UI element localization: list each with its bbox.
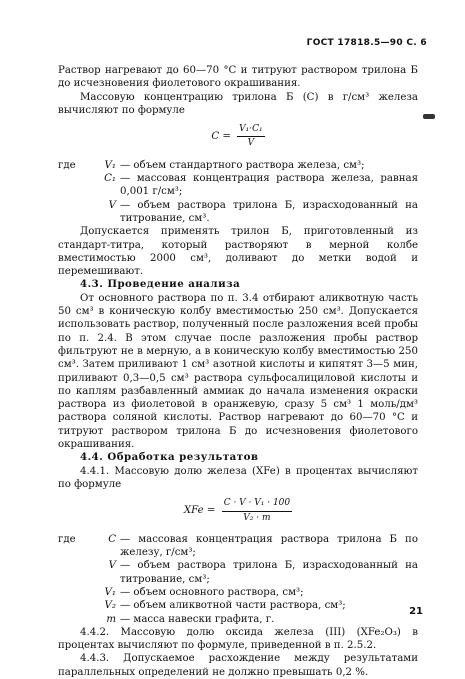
where-text: — масса навески графита, г. (120, 613, 275, 625)
where-item (58, 599, 418, 612)
paragraph-standard-titer: Допускается применять трилон Б, приготовленный из стандарт-титра, который растворяют в мерной колбе вместимостью 2000 см³, доливают до метки водой и перемешивают. (58, 226, 418, 278)
where-text: — массовая концентрация раствора трилона Б по железу, г/см³; (120, 533, 418, 559)
where-prefix (58, 172, 92, 199)
where-symbol: C₁ (104, 173, 116, 185)
paragraph-4-4-1: 4.4.1. Массовую долю железа (XFe) в процентах вычисляют по формуле (58, 465, 418, 490)
where-symbol: m (106, 613, 116, 625)
where-text: — объем раствора трилона Б, израсходованный на титрование, см³; (120, 560, 418, 585)
where-prefix (58, 586, 92, 599)
where-item (58, 159, 418, 172)
paragraph-4-4-2: 4.4.2. Массовую долю оксида железа (III) (XFe₂O₃) в процентах вычисляют по формуле, приведенной в п. 2.5.2. (58, 626, 418, 652)
where-item (58, 586, 418, 599)
where-text: — объем аликвотной части раствора, см³; (120, 600, 346, 612)
paragraph-4-4-3: 4.4.3. Допускаемое расхождение между результатами параллельных определений не должно превышать 0,2 %. (58, 653, 418, 678)
where-prefix (58, 599, 92, 612)
where-list-1 (58, 159, 418, 225)
where-prefix: где (58, 533, 76, 545)
where-prefix (58, 613, 92, 626)
where-item (58, 613, 418, 626)
ink-mark (423, 114, 435, 119)
page-header: ГОСТ 17818.5—90 С. 6 (306, 38, 427, 48)
where-text: — объем стандартного раствора железа, см³; (120, 159, 365, 171)
where-prefix (58, 199, 92, 226)
section-heading-4-3: 4.3. Проведение анализа (80, 278, 241, 291)
paragraph-analysis: От основного раствора по п. 3.4 отбирают аликвотную часть 50 см³ в коническую колбу вместимостью 250 см³. Допускается использовать раствор, полученный после разложения всей пробы по п. 2.4. В этом случае после разложения пробы раствор фильтруют не в мерную, а в коническую колбу вместимостью 250 см³. Затем приливают 1 см³ азотной кислоты и кипятят 3—5 мин, приливают 0,3—0,5 см³ раствора сульфосалициловой кислоты и по каплям разбавленный аммиак до начала изменения окраски раствора из фиолетовой в оранжевую, сразу 5 см³ 1 моль/дм³ раствора соляной кислоты. Раствор нагревают до 60—70 °С и титруют раствором трилона Б до исчезновения фиолетового окрашивания. (58, 292, 418, 451)
where-symbol: V (108, 199, 116, 211)
formula-numerator: C · V · V₁ · 100 (222, 497, 292, 511)
where-text: — массовая концентрация раствора железа, равная 0,001 г/см³; (120, 173, 418, 198)
paragraph-heating: Раствор нагревают до 60—70 °С и титруют раствором трилона Б до исчезновения фиолетового окрашивания. (58, 65, 418, 90)
formula-numerator: V₁·C₁ (237, 123, 264, 137)
where-prefix (58, 559, 92, 586)
where-symbol: C (108, 533, 116, 545)
formula-denominator: V (247, 138, 255, 149)
formula-lhs: C = (211, 131, 231, 143)
where-item (58, 533, 418, 560)
formula-iron-fraction (58, 497, 418, 525)
where-text: — объем основного раствора, см³; (120, 586, 304, 598)
formula-lhs: XFe = (183, 505, 216, 517)
formula-fraction (237, 123, 264, 151)
where-symbol: V₂ (104, 600, 116, 612)
where-item (58, 199, 418, 226)
where-symbol: V₁ (104, 586, 116, 598)
page-body (58, 64, 418, 679)
where-symbol: V (108, 560, 116, 572)
where-text: — объем раствора трилона Б, израсходованный на титрование, см³. (120, 199, 418, 224)
where-item (58, 559, 418, 586)
where-item (58, 172, 418, 199)
page-number: 21 (409, 606, 423, 617)
section-heading-4-4: 4.4. Обработка результатов (80, 451, 259, 464)
where-list-2 (58, 533, 418, 626)
where-symbol: V₁ (104, 159, 116, 171)
formula-fraction (222, 497, 292, 525)
paragraph-concentration: Массовую концентрацию трилона Б (С) в г/см³ железа вычисляют по формуле (58, 91, 418, 116)
formula-concentration (58, 123, 418, 151)
where-prefix: где (58, 159, 76, 171)
formula-denominator: V₂ · m (243, 512, 271, 523)
